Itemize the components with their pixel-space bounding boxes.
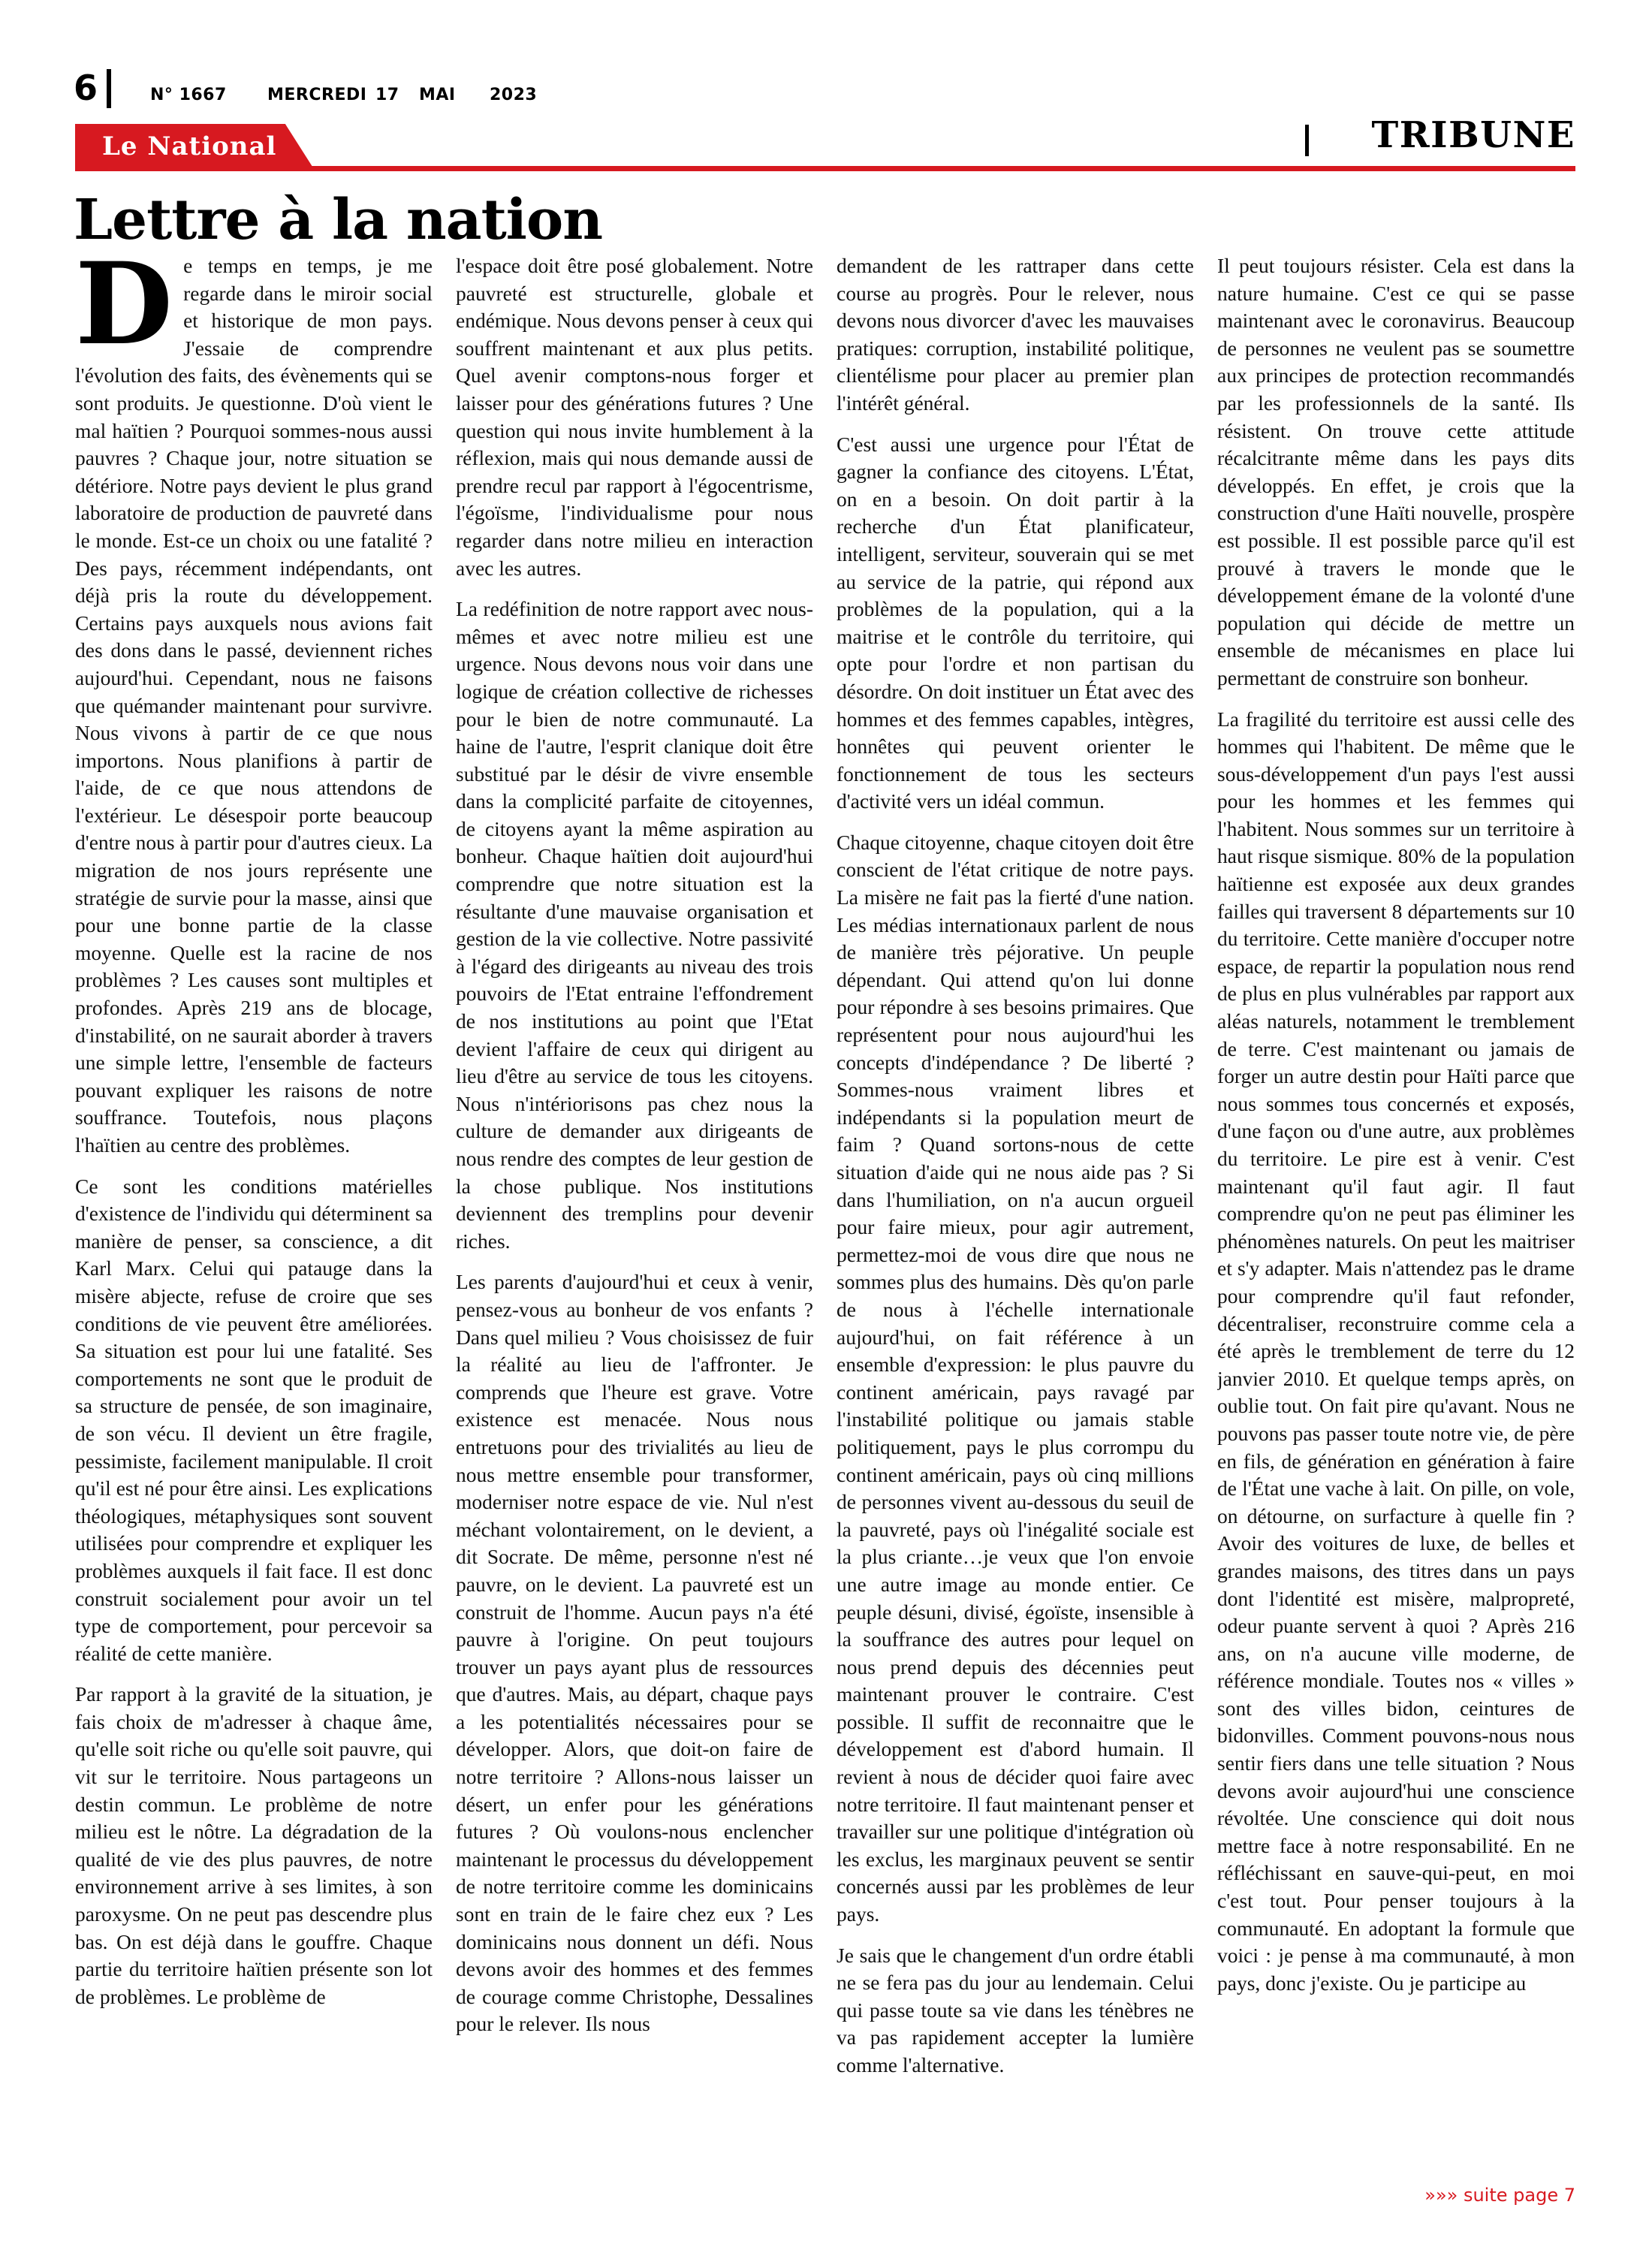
paragraph [75,252,433,1160]
paragraph-text: e temps en temps, je me regarde dans le miroir social et historique de mon pays. J'essaie de comprendre l'évolution des faits, des évènements qui se sont produits. Je questionne. D'où vient le mal haïtien ? Pourquoi sommes-nous aussi pauvres ? Chaque jour, notre situation se détériore. Notre pays devient le plus grand laboratoire de production de pauvreté dans le monde. Est-ce un choix ou une fatalité ? Des pays, récemment indépendants, ont déjà pris la route du développement. Certains pays auxquels nous avions fait des dons dans le passé, deviennent riches aujourd'hui. Cependant, nous ne faisons que quémander maintenant pour survivre. Nous vivons à partir de ce que nous importons. Nous planifions à partir de l'aide, de ce que nous attendons de l'extérieur. Le désespoir porte beaucoup d'entre nous à partir pour d'autres cieux. La migration de nos jours représente une stratégie de survie pour la masse, ainsi que pour une bonne partie de la classe moyenne. Quelle est la racine de nos problèmes ? Les causes sont multiples et profondes. Après 219 ans de blocage, d'instabilité, on ne saurait aborder à travers une simple lettre, l'ensemble de facteurs pouvant expliquer les raisons de notre souffrance. Toutefois, nous plaçons l'haïtien au centre des problèmes. [75,254,433,1157]
section-divider [1305,125,1309,156]
paragraph: l'espace doit être posé globalement. Notre pauvreté est structurelle, globale et endémique. Nous devons penser à ceux qui souffrent maintenant et aux plus petits. Quel avenir comptons-nous forger et laisser pour des générations futures ? Une question qui nous invite humblement à la réflexion, mais qui nous demande aussi de prendre recul par rapport à l'égocentrisme, l'égoïsme, l'individualisme pour nous regarder dans notre milieu en interaction avec les autres. [456,254,813,580]
paragraph: La redéfinition de notre rapport avec nous-mêmes et avec notre milieu est une urgence. Nous devons nous voir dans une logique de création collective de richesses pour le bien de notre communauté. La haine de l'autre, l'esprit clanique doit être substitué par le désir de vivre ensemble dans la complicité parfaite de citoyennes, de citoyens ayant la même aspiration au bonheur. Chaque haïtien doit aujourd'hui comprendre que notre situation est la résultante d'une mauvaise organisation et gestion de la vie collective. Notre passivité à l'égard des dirigeants au niveau des trois pouvoirs de l'Etat entraine l'effondrement de nos institutions au point que l'Etat devient l'affaire de ceux qui dirigent au lieu d'être au service de tous les citoyens. Nous n'intériorisons pas chez nous la culture de demander aux dirigeants de nous rendre des comptes de leur gestion de la chose publique. Nos institutions deviennent des tremplins pour devenir riches. [456,597,813,1253]
issue-number: N° 1667 [150,86,227,104]
article-column-2 [456,252,813,2145]
paragraph: C'est aussi une urgence pour l'État de gagner la confiance des citoyens. L'État, on en a besoin. On doit partir à la recherche d'un État planificateur, intelligent, serviteur, souverain qui se met au service de la patrie, qui répond aux problèmes de la population, qui a la maitrise et le contrôle du territoire, qui opte pour l'ordre et non partisan du désordre. On doit instituer un État avec des hommes et des femmes capables, intègres, honnêtes qui peuvent orienter le fonctionnement de tous les secteurs d'activité vers un idéal commun. [837,432,1194,813]
date-month: MAI [419,86,456,104]
article-column-3 [837,252,1194,2145]
paragraph: Chaque citoyenne, chaque citoyen doit être conscient de l'état critique de notre pays. La misère ne fait pas la fierté d'une nation. Les médias internationaux parlent de nous de manière très péjorative. Un peuple dépendant. Qui attend qu'on lui donne pour répondre à ses besoins primaires. Que représentent pour nous aujourd'hui les concepts d'indépendance ? De liberté ? Sommes-nous vraiment libres et indépendants si la population meurt de faim ? Quand sortons-nous de cette situation d'aide qui ne nous aide pas ? Si dans l'humiliation, on n'a aucun orgueil pour faire mieux, pour agir autrement, permettez-moi de vous dire que nous ne sommes plus des humains. Dès qu'on parle de nous à l'échelle internationale aujourd'hui, on fait référence à un ensemble d'expression: le plus pauvre du continent américain, pays ravagé par l'instabilité politique ou jamais stable politiquement, pays le plus corrompu du continent américain, pays où cinq millions de personnes vivent au-dessous du seuil de la pauvreté, pays où l'inégalité sociale est la plus criante…je veux que l'on envoie une autre image au monde entier. Ce peuple désuni, divisé, égoïste, insensible à la souffrance des autres pour lequel on nous prend depuis des décennies peut maintenant prouver le contraire. C'est possible. Il suffit de reconnaitre que le développement est d'abord humain. Il revient à nous de décider quoi faire avec notre territoire. Il faut maintenant penser et travailler sur une politique d'intégration où les exclus, les marginaux peuvent se sentir concernés aussi par les problèmes de leur pays. [837,830,1194,1926]
paragraph: Ce sont les conditions matérielles d'existence de l'individu qui déterminent sa manière de penser, sa conscience, a dit Karl Marx. Celui qui patauge dans la misère abjecte, refuse de croire que ses conditions de vie peuvent être améliorées. Sa situation est pour lui une fatalité. Ses comportements ne sont que le produit de sa structure de pensée, de son imaginaire, de son vécu. Il devient un être fragile, pessimiste, facilement manipulable. Il croit qu'il est né pour être ainsi. Les explications théologiques, métaphysiques sont souvent utilisées pour comprendre et expliquer les problèmes auxquels il fait face. Il est donc construit socialement pour avoir un tel type de comportement, pour percevoir sa réalité de cette manière. [75,1174,433,1665]
date-day: 17 [375,86,399,104]
paragraph: La fragilité du territoire est aussi celle des hommes qui l'habitent. De même que le sous-développement d'un pays l'est aussi pour les hommes et les femmes qui l'habitent. Nous sommes sur un territoire à haut risque sismique. 80% de la population haïtienne est exposée aux deux grandes failles qui traversent 8 départements sur 10 du territoire. Cette manière d'occuper notre espace, de repartir la population nous rend de plus en plus vulnérables par rapport aux aléas naturels, notamment le tremblement de terre. C'est maintenant ou jamais de forger un autre destin pour Haïti parce que nous sommes tous concernés et exposés, d'une façon ou d'une autre, aux problèmes du territoire. Le pire est à venir. C'est maintenant qu'il faut agir. Il faut comprendre qu'on ne peut pas éliminer les phénomènes naturels. On peut les maitriser et s'y adapter. Mais n'attendez pas le drame pour comprendre qu'il faut refonder, décentraliser, reconstruire comme cela a été après le tremblement de terre du 12 janvier 2010. Et quelque temps après, on oublie tout. On fait pire qu'avant. Nous ne pouvons pas passer toute notre vie, de père en fils, de génération en génération à faire de l'État une vache à lait. On pille, on vole, on détourne, on surfacture à quelle fin ? Avoir des voitures de luxe, de belles et grandes maisons, des titres dans un pays dont l'identité est misère, malpropreté, odeur puante servent à quoi ? Après 216 ans, on n'a aucune ville moderne, de référence mondiale. Toutes nos « villes » sont des villes bidon, ceintures de bidonvilles. Comment pouvons-nous nous sentir fiers dans une telle situation ? Nous devons avoir aujourd'hui une conscience révoltée. Une conscience qui doit nous mettre face à notre responsabilité. En ne réfléchissant en sauve-qui-peut, en moi c'est tout. Pour penser toujours à la communauté. En adoptant la formule que voici : je pense à ma communauté, à mon pays, donc j'existe. Ou je participe au [1217,707,1575,1995]
date-weekday: MERCREDI [267,86,367,104]
continued-link[interactable]: »»» suite page 7 [1424,2185,1575,2206]
paragraph: Les parents d'aujourd'hui et ceux à venir, pensez-vous au bonheur de vos enfants ? Dans quel milieu ? Vous choisissez de fuir la réalité au lieu de l'affronter. Je comprends que l'heure est grave. Votre existence est menacée. Nous nous entretuons pour des trivialités au lieu de nous mettre ensemble pour transformer, moderniser notre espace de vie. Nul n'est méchant volontairement, on le devient, a dit Socrate. De même, personne n'est né pauvre, on le devient. La pauvreté est un construit de l'homme. Aucun pays n'a été pauvre à l'origine. On peut toujours trouver un pays ayant plus de ressources que d'autres. Mais, au départ, chaque pays a les potentialités nécessaires pour se développer. Alors, que doit-on faire de notre territoire ? Allons-nous laisser un désert, un enfer pour les générations futures ? Où voulons-nous enclencher maintenant le processus du développement de notre territoire comme les dominicains sont en train de le faire chez eux ? Les dominicains nous donnent un défi. Nous devons avoir des hommes et des femmes de courage comme Christophe, Dessalines pour le relever. Ils nous [456,1270,813,2036]
paragraph: Je sais que le changement d'un ordre établi ne se fera pas du jour au lendemain. Celui qui passe toute sa vie dans les ténèbres ne va pas rapidement accepter la lumière comme l'alternative. [837,1943,1194,2077]
date-year: 2023 [490,86,538,104]
paragraph: Il peut toujours résister. Cela est dans la nature humaine. C'est ce qui se passe maintenant avec le coronavirus. Beaucoup de personnes ne veulent pas se soumettre aux principes de protection recommandés par les professionnels de la santé. Ils résistent. On trouve cette attitude récalcitrante même dans les pays dits développés. En effet, je crois que la construction d'une Haïti nouvelle, prospère est possible. Il est possible parce qu'il est prouvé à travers le monde que le développement émane de la volonté d'une population qui décide de mettre un ensemble de mécanismes en place lui permettant de construire son bonheur. [1217,254,1575,689]
header-rule [75,166,1575,171]
page-number: 6 [74,68,98,108]
article-column-4 [1217,252,1575,2145]
article-title: Lettre à la nation [74,188,603,252]
header-divider [107,69,111,108]
brand-logo-text: Le National [102,131,277,161]
paragraph: Par rapport à la gravité de la situation, je fais choix de m'adresser à chaque âme, qu'elle soit riche ou qu'elle soit pauvre, qui vit sur le territoire. Nous partageons un destin commun. Le problème de notre milieu est le nôtre. La dégradation de la qualité de vie des plus pauvres, de notre environnement arrive à ses limites, à son paroxysme. On ne peut pas descendre plus bas. On est déjà dans le gouffre. Chaque partie du territoire haïtien présente son lot de problèmes. Le problème de [75,1682,433,2008]
drop-cap: D [75,252,173,370]
paragraph: demandent de les rattraper dans cette course au progrès. Pour le relever, nous devons nous divorcer d'avec les mauvaises pratiques: corruption, instabilité politique, clientélisme pour placer au premier plan l'intérêt général. [837,254,1194,415]
section-label: TRIBUNE [1371,114,1575,156]
article-column-1 [75,252,433,2145]
